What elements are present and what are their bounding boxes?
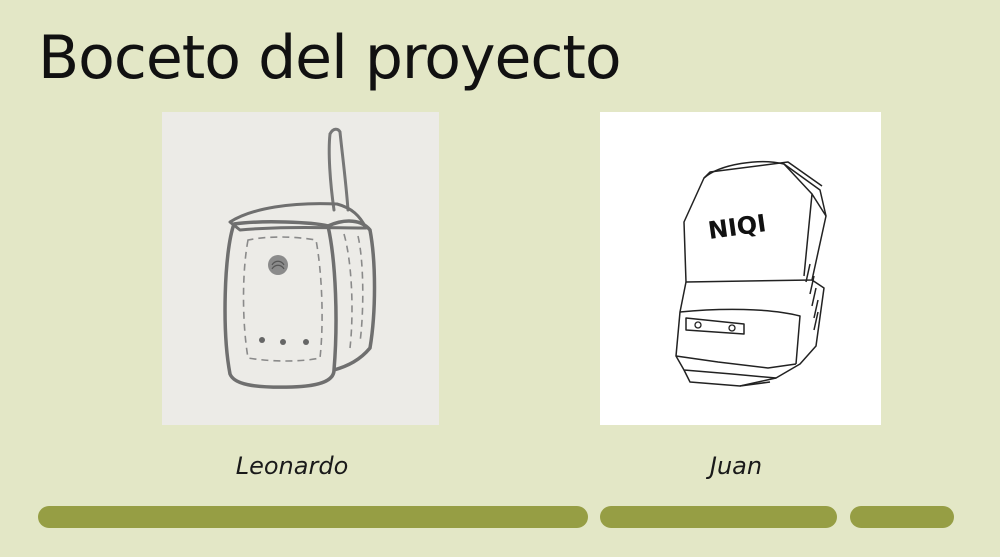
slide-title: Boceto del proyecto xyxy=(38,23,621,93)
decorative-bar-2 xyxy=(600,506,837,528)
decorative-bar-3 xyxy=(850,506,954,528)
pencil-sketch-device-icon xyxy=(162,112,439,425)
sketch-image-juan xyxy=(600,112,881,425)
line-drawing-device-icon xyxy=(600,112,881,425)
caption-juan: Juan xyxy=(709,452,763,480)
sketch-image-leonardo xyxy=(162,112,439,425)
caption-leonardo: Leonardo xyxy=(235,452,349,480)
decorative-bar-1 xyxy=(38,506,588,528)
device-logo-text: NIQI xyxy=(706,209,768,245)
